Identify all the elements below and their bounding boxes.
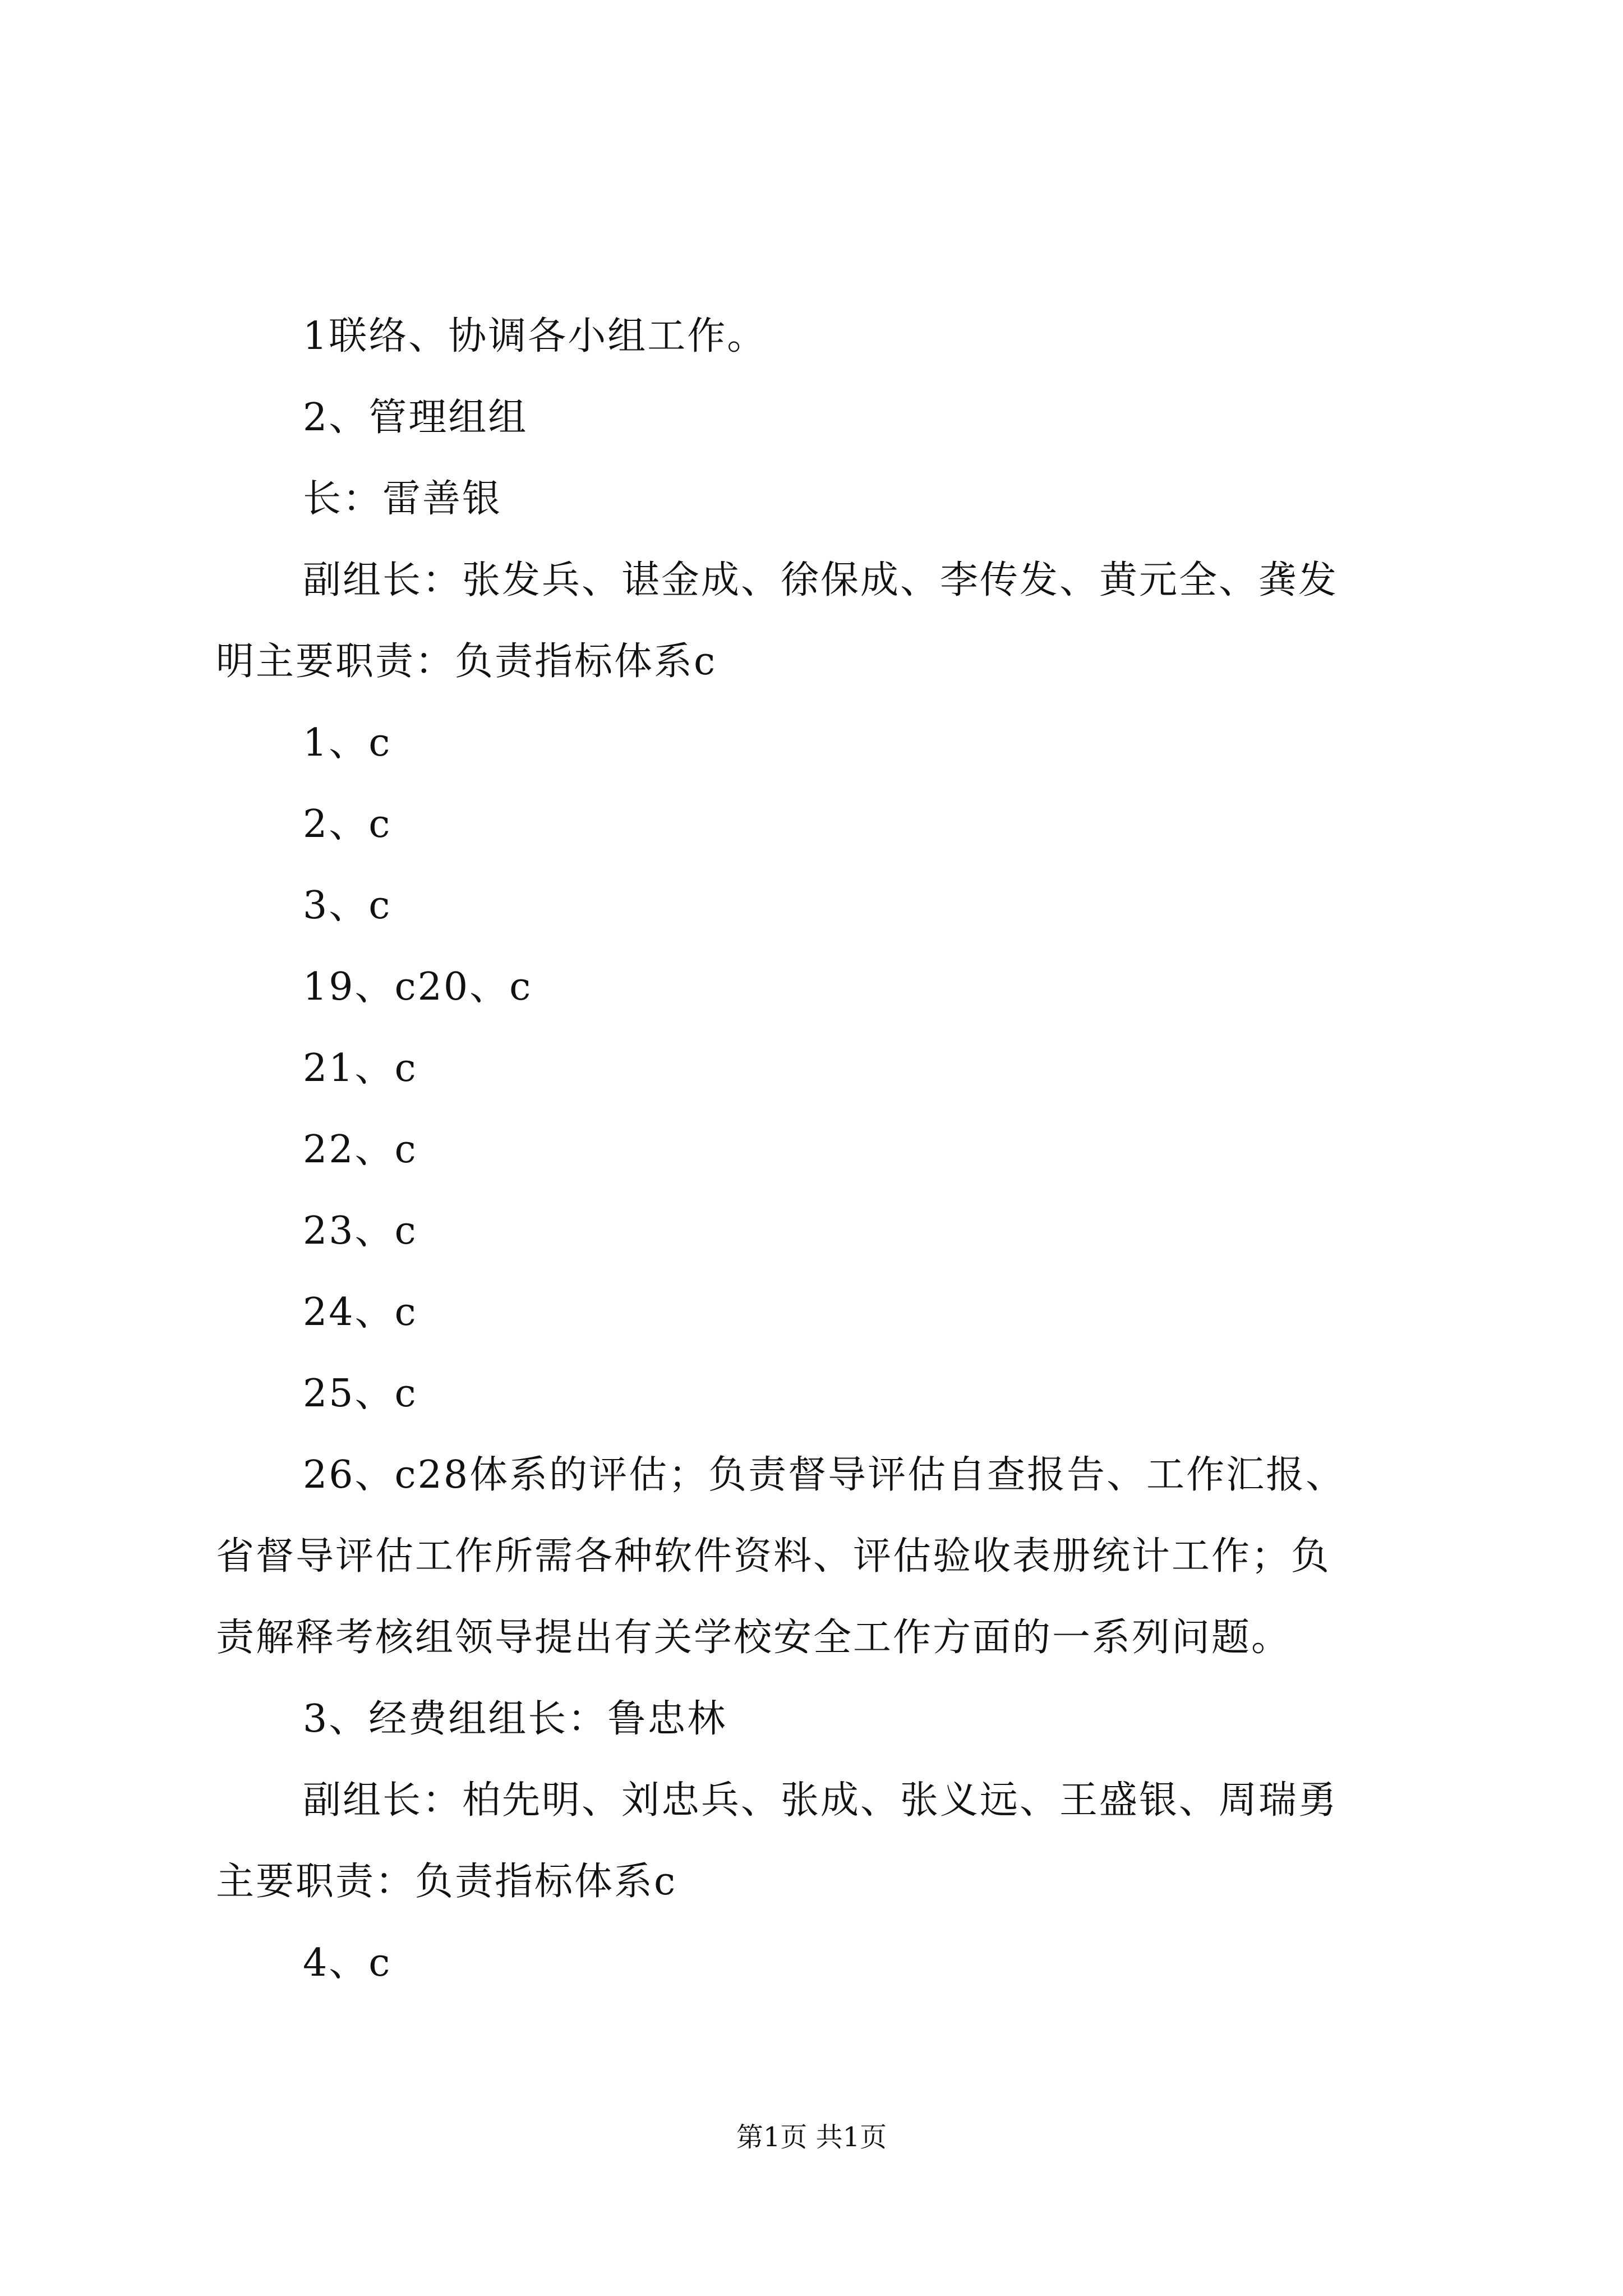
text-line: 19、c20、c xyxy=(303,965,533,1009)
text-line: 4、c xyxy=(303,1941,392,1985)
text-line: 21、c xyxy=(303,1046,418,1091)
text-line: 25、c xyxy=(303,1372,418,1416)
text-line: 副组长：柏先明、刘忠兵、张成、张义远、王盛银、周瑞勇 xyxy=(303,1778,1339,1823)
text-line: 2、c xyxy=(303,802,392,846)
text-line: 副组长：张发兵、谌金成、徐保成、李传发、黄元全、龚发 xyxy=(303,558,1339,602)
text-line: 1、c xyxy=(303,721,392,765)
text-line: 3、c xyxy=(303,884,392,928)
text-line: 3、经费组组长：鲁忠林 xyxy=(303,1697,727,1741)
page-number-footer: 第1页 共1页 xyxy=(736,2122,887,2153)
text-line: 省督导评估工作所需各种软件资料、评估验收表册统计工作；负 xyxy=(216,1534,1331,1579)
text-line: 24、c xyxy=(303,1290,418,1335)
text-line: 1联络、协调各小组工作。 xyxy=(303,314,767,358)
text-line: 责解释考核组领导提出有关学校安全工作方面的一系列问题。 xyxy=(216,1616,1292,1660)
text-line: 22、c xyxy=(303,1128,418,1172)
text-line: 26、c28体系的评估；负责督导评估自查报告、工作汇报、 xyxy=(303,1453,1346,1497)
text-line: 主要职责：负责指标体系c xyxy=(216,1860,677,1904)
text-line: 长：雷善银 xyxy=(303,477,502,521)
text-line: 明主要职责：负责指标体系c xyxy=(216,639,717,684)
text-line: 2、管理组组 xyxy=(303,395,528,440)
text-line: 23、c xyxy=(303,1209,418,1253)
